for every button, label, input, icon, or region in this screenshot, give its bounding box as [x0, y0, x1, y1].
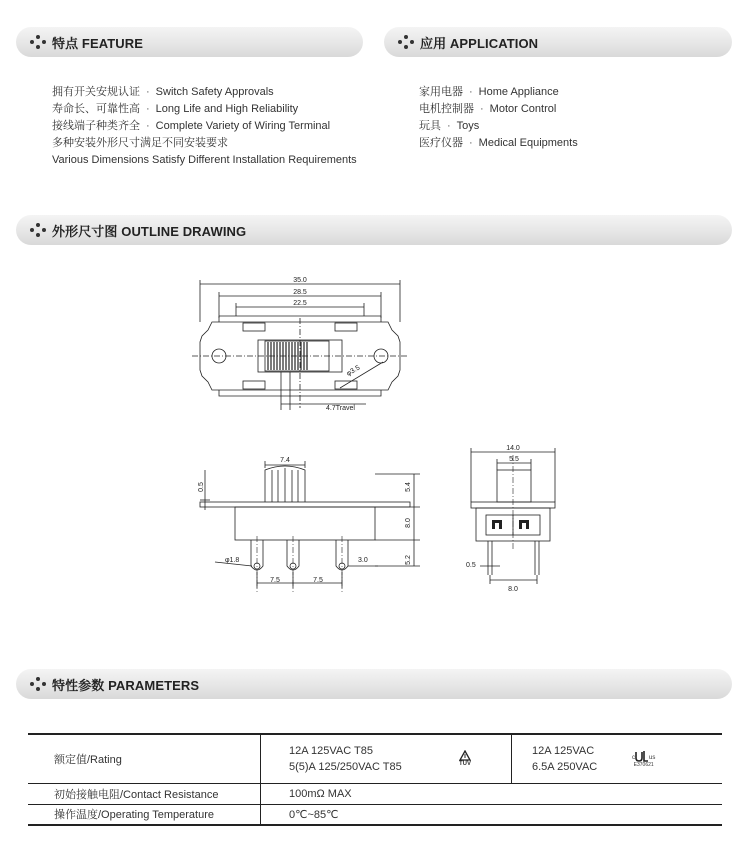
dim-pin-span: 8.0	[508, 586, 518, 593]
ul-mark-icon	[635, 750, 649, 762]
table-row	[28, 734, 722, 783]
outline-title-cn: 外形尺寸图	[52, 223, 118, 239]
dim-travel: 4.7Travel	[326, 405, 355, 412]
list-item: Various Dimensions Satisfy Different Installation Requirements	[52, 154, 357, 166]
application-list	[419, 84, 578, 152]
bullet-dots-icon	[398, 35, 414, 49]
list-item: 接线端子种类齐全 · Complete Variety of Wiring Terminal	[52, 120, 331, 132]
rating-label: 额定值/Rating	[28, 734, 261, 783]
dim-35: 35.0	[293, 277, 307, 284]
outline-drawing	[0, 262, 750, 622]
list-item: 家用电器 · Home Appliance	[419, 86, 559, 98]
ul-file-number: E370621	[633, 761, 654, 768]
dim-7-4: 7.4	[280, 457, 290, 464]
list-item: 电机控制器 · Motor Control	[419, 103, 557, 115]
dim-28-5: 28.5	[293, 289, 307, 296]
ul-rating-line-1: 12A 125VAC	[532, 744, 595, 757]
dim-pin-dia: φ1.8	[225, 557, 240, 564]
contact-resistance-value: 100mΩ MAX	[261, 783, 723, 804]
ul-c-text: c	[632, 754, 635, 761]
contact-resistance-label: 初始接触电阻/Contact Resistance	[28, 783, 261, 804]
outline-header	[16, 215, 732, 245]
dim-pitch-1: 7.5	[270, 577, 280, 584]
feature-header	[16, 27, 363, 57]
feature-list	[52, 84, 357, 169]
dim-14-0: 14.0	[506, 445, 520, 452]
parameters-title-cn: 特性参数	[52, 677, 105, 693]
tuv-rating-line-1: 12A 125VAC T85	[289, 744, 373, 757]
dim-8-0: 8.0	[405, 518, 412, 528]
operating-temperature-label: 操作温度/Operating Temperature	[28, 804, 261, 825]
ul-rating-line-2: 6.5A 250VAC	[532, 760, 598, 773]
dim-5-5: 5.5	[509, 456, 519, 463]
application-title-en: APPLICATION	[449, 35, 539, 51]
feature-title-en: FEATURE	[81, 35, 144, 51]
list-item: 医疗仪器 · Medical Equipments	[419, 137, 578, 149]
list-item: 寿命长、可靠性高 · Long Life and High Reliability	[52, 103, 299, 115]
parameters-title-en: PARAMETERS	[108, 677, 200, 693]
tuv-mark-text: TÜV	[459, 760, 471, 767]
ul-logo	[632, 750, 655, 768]
dim-pitch-2: 7.5	[313, 577, 323, 584]
dim-0-5: 0.5	[198, 482, 205, 492]
list-item: 多种安装外形尺寸满足不同安装要求	[52, 137, 228, 149]
feature-title-cn: 特点	[52, 35, 79, 51]
dim-5-2: 5.2	[405, 555, 412, 565]
dim-5-4: 5.4	[405, 482, 412, 492]
application-title-cn: 应用	[420, 35, 447, 51]
list-item: 玩具 · Toys	[419, 120, 480, 132]
dim-hole: φ3.5	[345, 364, 362, 378]
bullet-dots-icon	[30, 223, 46, 237]
bullet-dots-icon	[30, 35, 46, 49]
parameters-header	[16, 669, 732, 699]
table-row	[28, 783, 722, 804]
outline-title-en: OUTLINE DRAWING	[121, 223, 247, 239]
ul-us-text: us	[649, 754, 656, 761]
bullet-dots-icon	[30, 677, 46, 691]
dim-pin-offset: 0.5	[466, 562, 476, 569]
tuv-rating-line-2: 5(5)A 125/250VAC T85	[289, 760, 402, 773]
list-item: 拥有开关安规认证 · Switch Safety Approvals	[52, 86, 274, 98]
dim-3-0: 3.0	[358, 557, 368, 564]
tuv-triangle-icon	[459, 750, 471, 761]
dim-22-5: 22.5	[293, 300, 307, 307]
tuv-logo	[459, 750, 471, 768]
operating-temperature-value: 0℃~85℃	[261, 804, 723, 825]
application-header	[384, 27, 732, 57]
table-row	[28, 804, 722, 825]
parameters-table	[28, 733, 722, 826]
